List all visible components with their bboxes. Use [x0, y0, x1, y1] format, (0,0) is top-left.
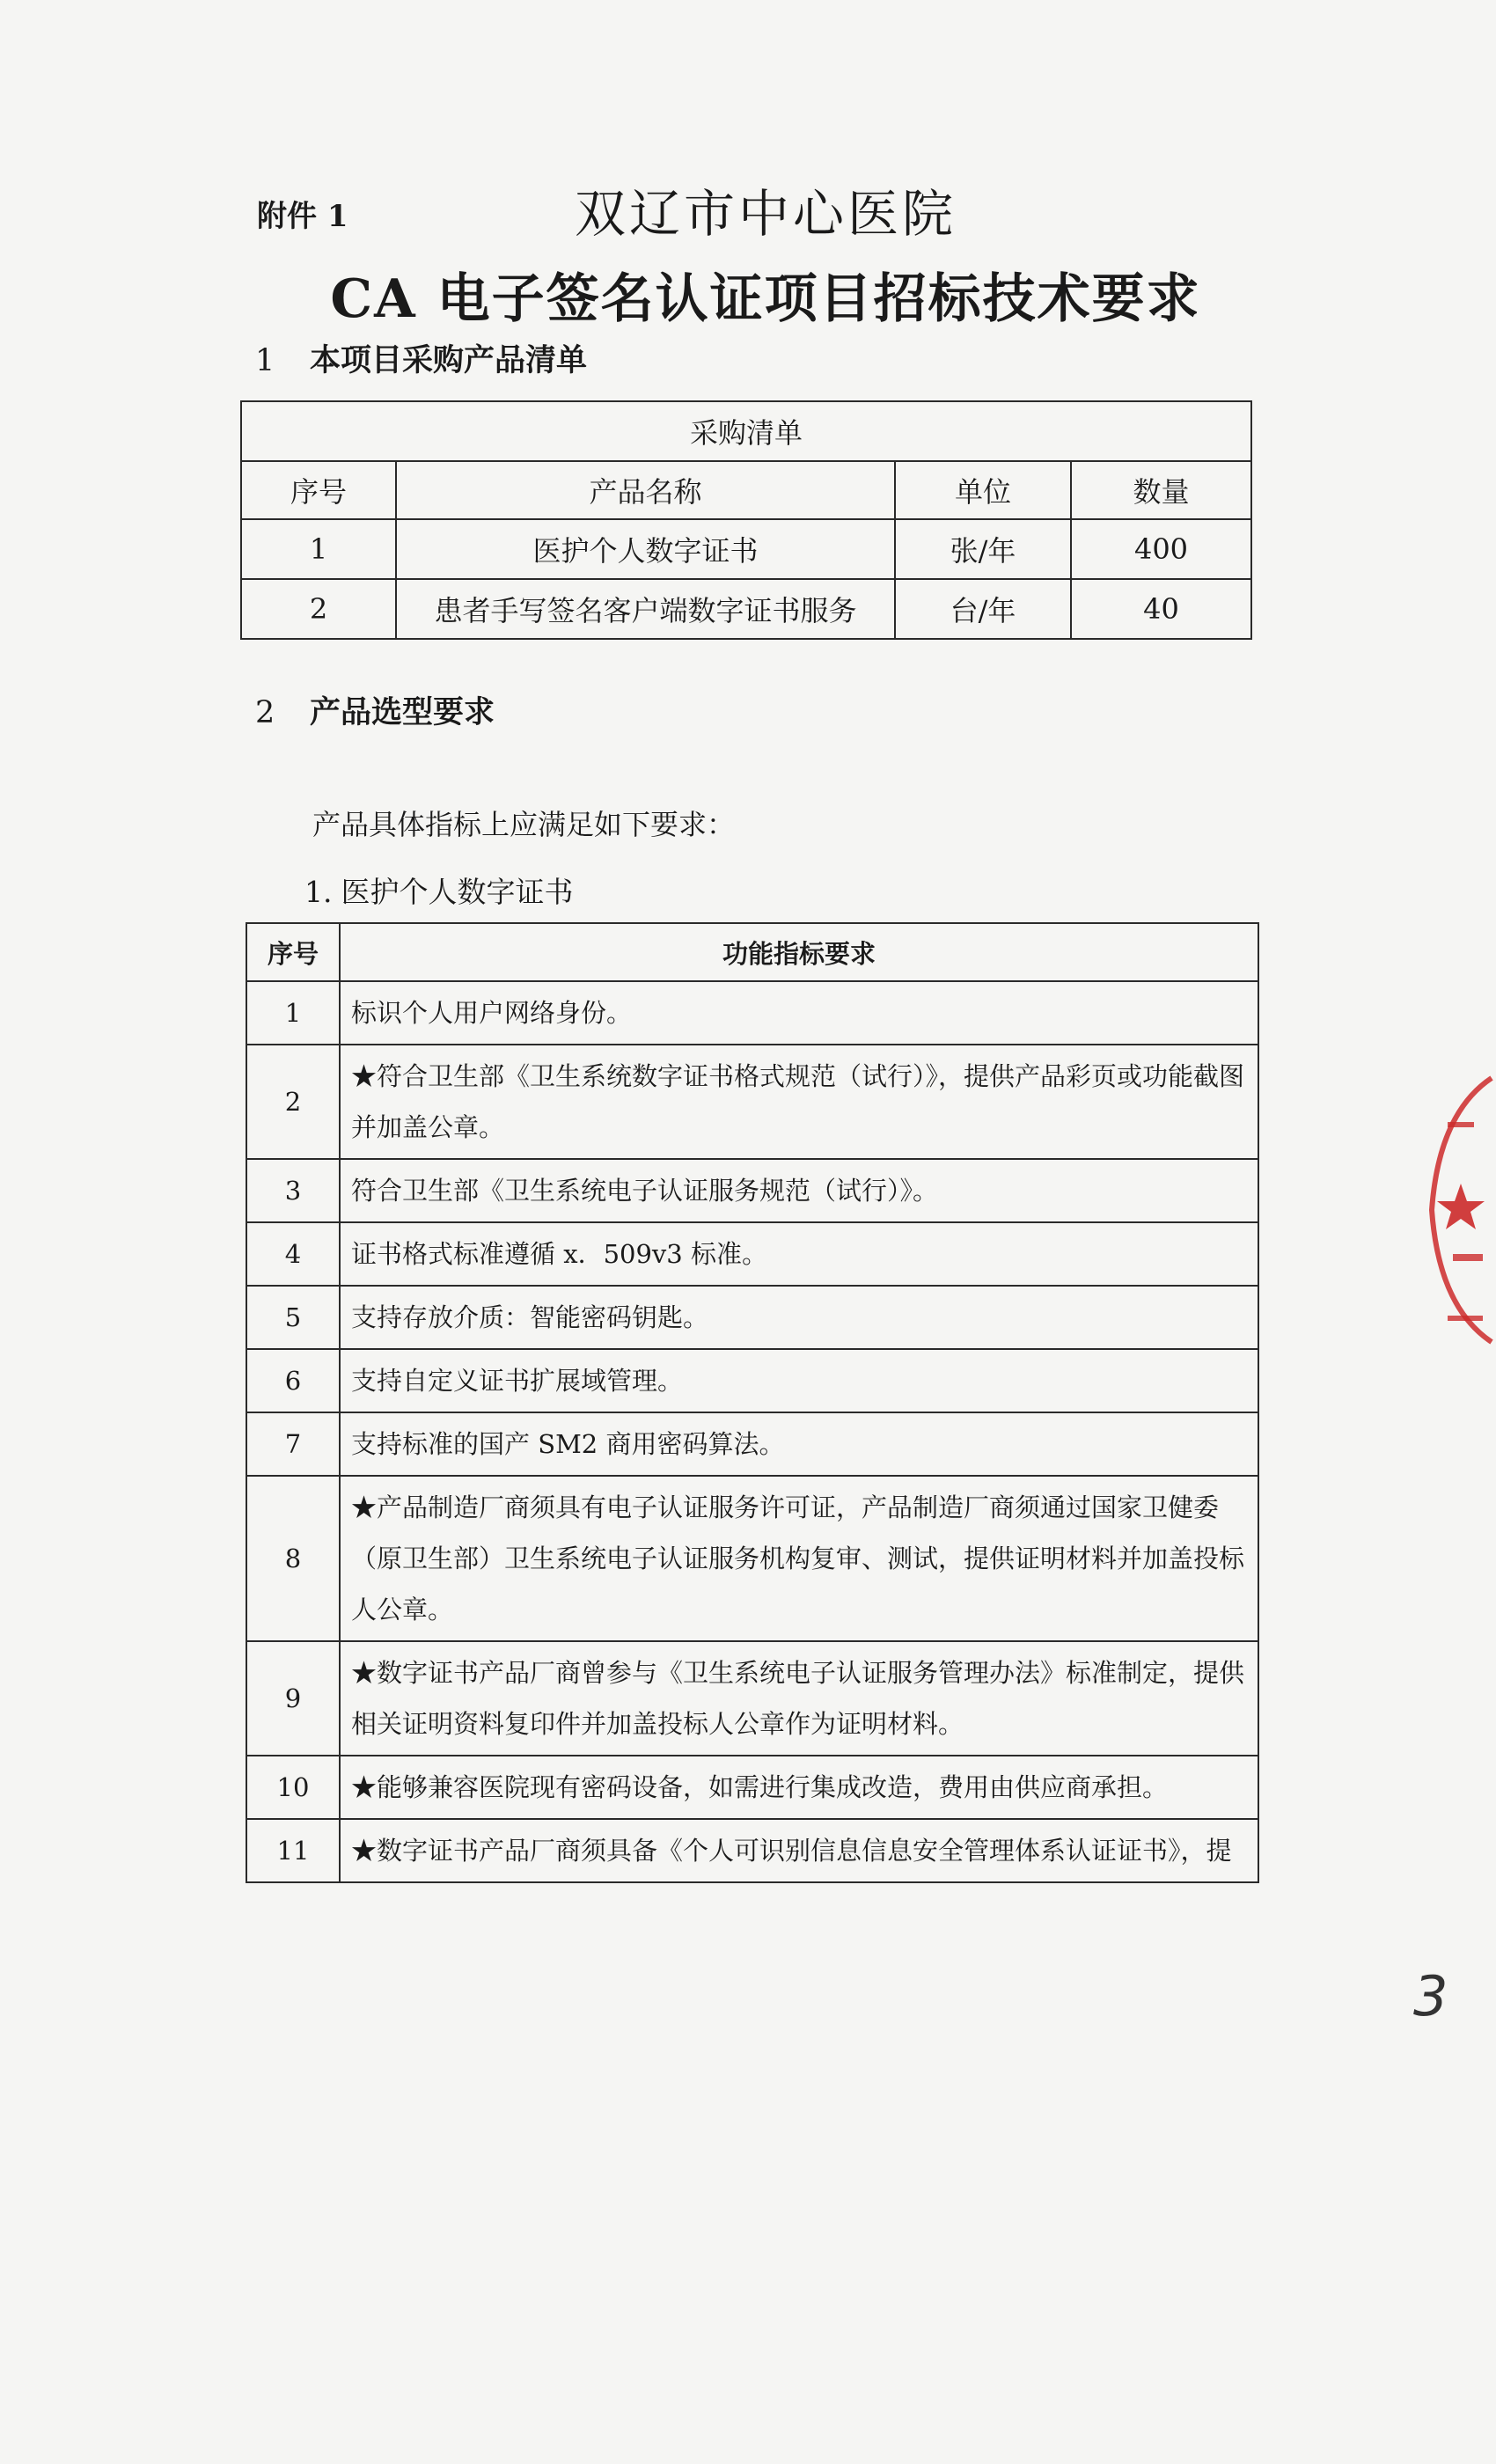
attachment-label: 附件 1 [257, 199, 348, 234]
table-row [246, 1159, 1258, 1222]
subsection-heading [304, 869, 574, 911]
table-row [241, 579, 1251, 639]
row-no: 11 [246, 1819, 340, 1882]
col-header-qty: 数量 [1071, 461, 1251, 519]
table-row [246, 1819, 1258, 1882]
table-row [246, 1349, 1258, 1412]
purchase-list-table [240, 400, 1252, 640]
table-row [241, 519, 1251, 579]
section-2-number: 2 [255, 695, 275, 730]
section-1-heading [255, 336, 587, 380]
row-requirement: ★符合卫生部《卫生系统数字证书格式规范（试行）》，提供产品彩页或功能截图并加盖公章。 [340, 1045, 1258, 1159]
col-header-name: 产品名称 [396, 461, 895, 519]
row-requirement: 标识个人用户网络身份。 [340, 981, 1258, 1045]
row-requirement: 证书格式标准遵循 x．509v3 标准。 [340, 1222, 1258, 1286]
row-requirement: ★数字证书产品厂商须具备《个人可识别信息信息安全管理体系认证证书》，提 [340, 1819, 1258, 1882]
page-number: 3 [1413, 1964, 1448, 2028]
col-header-no: 序号 [241, 461, 396, 519]
row-no: 9 [246, 1641, 340, 1756]
purchase-table-header [241, 461, 1251, 519]
row-requirement: 支持标准的国产 SM2 商用密码算法。 [340, 1412, 1258, 1476]
section-1-number: 1 [255, 343, 275, 378]
document-title: 双辽市中心医院 [574, 184, 957, 244]
row-requirement: ★产品制造厂商须具有电子认证服务许可证，产品制造厂商须通过国家卫健委（原卫生部）卫生系统电子认证服务机构复审、测试，提供证明材料并加盖投标人公章。 [340, 1476, 1258, 1641]
section-1-title: 本项目采购产品清单 [310, 342, 588, 378]
row-requirement: ★数字证书产品厂商曾参与《卫生系统电子认证服务管理办法》标准制定，提供相关证明资料复印件并加盖投标人公章作为证明材料。 [340, 1641, 1258, 1756]
col-header-no: 序号 [246, 923, 340, 981]
row-requirement: 符合卫生部《卫生系统电子认证服务规范（试行）》。 [340, 1159, 1258, 1222]
table-row [246, 1412, 1258, 1476]
row-product-name: 患者手写签名客户端数字证书服务 [396, 579, 895, 639]
row-no: 1 [246, 981, 340, 1045]
purchase-table-caption: 采购清单 [241, 401, 1251, 461]
row-no: 6 [246, 1349, 340, 1412]
requirements-table [246, 922, 1259, 1883]
subsection-number: 1. [304, 875, 333, 909]
row-no: 7 [246, 1412, 340, 1476]
row-no: 10 [246, 1756, 340, 1819]
requirements-table-header [246, 923, 1258, 981]
col-header-unit: 单位 [895, 461, 1071, 519]
row-quantity: 40 [1071, 579, 1251, 639]
row-no: 8 [246, 1476, 340, 1641]
section-2-intro: 产品具体指标上应满足如下要求： [312, 808, 736, 841]
section-2-title: 产品选型要求 [310, 694, 495, 730]
row-requirement: 支持自定义证书扩展域管理。 [340, 1349, 1258, 1412]
row-no: 1 [241, 519, 396, 579]
col-header-requirement: 功能指标要求 [340, 923, 1258, 981]
row-product-name: 医护个人数字证书 [396, 519, 895, 579]
table-row [246, 1756, 1258, 1819]
row-no: 5 [246, 1286, 340, 1349]
table-row [246, 1222, 1258, 1286]
row-no: 4 [246, 1222, 340, 1286]
row-unit: 张/年 [895, 519, 1071, 579]
row-requirement: ★能够兼容医院现有密码设备，如需进行集成改造，费用由供应商承担。 [340, 1756, 1258, 1819]
row-quantity: 400 [1071, 519, 1251, 579]
row-unit: 台/年 [895, 579, 1071, 639]
subsection-title: 医护个人数字证书 [341, 875, 574, 909]
table-row [246, 1476, 1258, 1641]
row-no: 3 [246, 1159, 340, 1222]
section-2-heading [255, 688, 495, 732]
table-row [246, 1045, 1258, 1159]
row-no: 2 [246, 1045, 340, 1159]
document-subtitle: CA 电子签名认证项目招标技术要求 [330, 268, 1201, 330]
row-no: 2 [241, 579, 396, 639]
row-requirement: 支持存放介质：智能密码钥匙。 [340, 1286, 1258, 1349]
table-row [246, 1641, 1258, 1756]
red-seal-stamp-icon [1421, 1060, 1496, 1360]
table-row [246, 981, 1258, 1045]
table-row [246, 1286, 1258, 1349]
